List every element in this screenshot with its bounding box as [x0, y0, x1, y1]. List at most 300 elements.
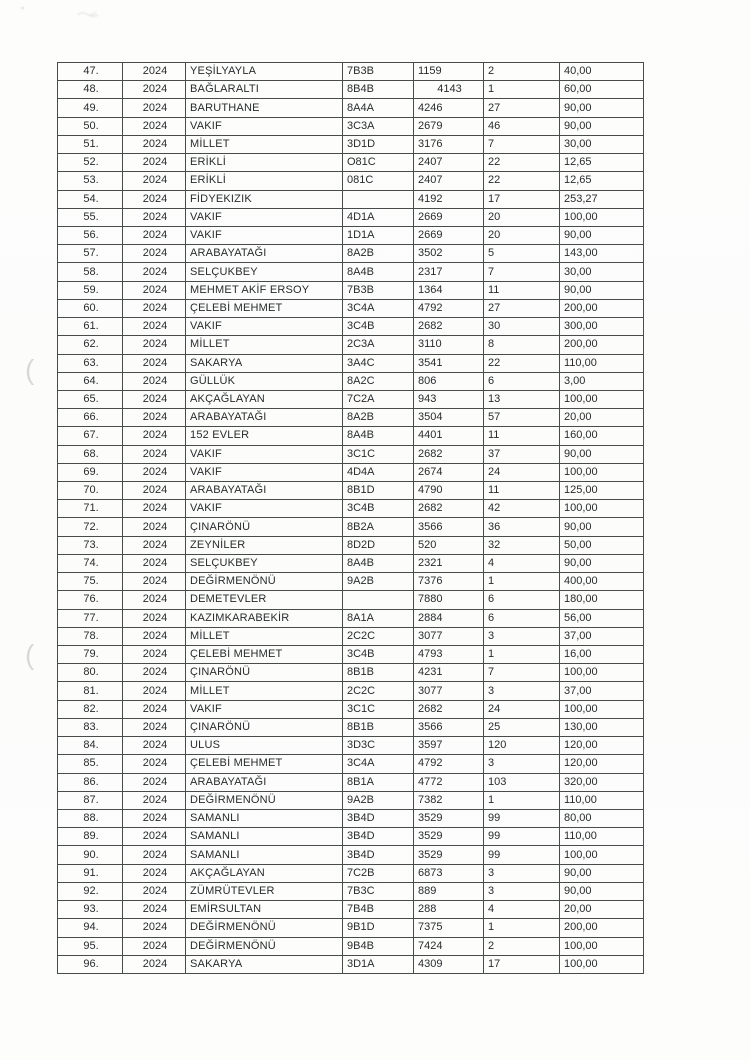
cell-row-number: 61. — [58, 318, 123, 336]
cell-year: 2024 — [123, 500, 186, 518]
cell-row-number: 93. — [58, 901, 123, 919]
table-row — [58, 573, 644, 591]
cell-code: 8A4B — [343, 427, 414, 445]
cell-row-number: 49. — [58, 99, 123, 117]
cell-year: 2024 — [123, 573, 186, 591]
cell-record-number: 3077 — [414, 627, 484, 645]
table-row — [58, 846, 644, 864]
scan-smudge-squiggle — [76, 9, 102, 19]
cell-code: 3D3C — [343, 737, 414, 755]
cell-year: 2024 — [123, 372, 186, 390]
cell-count: 7 — [484, 263, 560, 281]
table-row — [58, 263, 644, 281]
table-row — [58, 646, 644, 664]
cell-code: 3B4D — [343, 809, 414, 827]
cell-amount: 37,00 — [560, 682, 644, 700]
cell-neighborhood: ARABAYATAĞI — [186, 409, 343, 427]
records-table — [57, 62, 644, 974]
cell-record-number: 6873 — [414, 864, 484, 882]
cell-record-number: 2674 — [414, 463, 484, 481]
cell-amount: 90,00 — [560, 99, 644, 117]
cell-code: 3C1C — [343, 700, 414, 718]
cell-code: 3A4C — [343, 354, 414, 372]
cell-record-number: 2317 — [414, 263, 484, 281]
cell-amount: 100,00 — [560, 390, 644, 408]
cell-amount: 60,00 — [560, 81, 644, 99]
cell-amount: 100,00 — [560, 955, 644, 973]
cell-amount: 37,00 — [560, 627, 644, 645]
cell-row-number: 82. — [58, 700, 123, 718]
cell-year: 2024 — [123, 336, 186, 354]
cell-neighborhood: DEĞİRMENÖNÜ — [186, 919, 343, 937]
cell-year: 2024 — [123, 536, 186, 554]
cell-count: 4 — [484, 554, 560, 572]
cell-code: 7C2B — [343, 864, 414, 882]
table-row — [58, 427, 644, 445]
cell-code — [343, 591, 414, 609]
cell-record-number: 7880 — [414, 591, 484, 609]
cell-record-number: 4192 — [414, 190, 484, 208]
cell-year: 2024 — [123, 901, 186, 919]
cell-count: 99 — [484, 846, 560, 864]
cell-neighborhood: VAKIF — [186, 117, 343, 135]
cell-record-number: 7376 — [414, 573, 484, 591]
cell-year: 2024 — [123, 718, 186, 736]
cell-neighborhood: DEĞİRMENÖNÜ — [186, 791, 343, 809]
cell-record-number: 3529 — [414, 846, 484, 864]
cell-row-number: 86. — [58, 773, 123, 791]
cell-count: 3 — [484, 627, 560, 645]
cell-neighborhood: ZEYNİLER — [186, 536, 343, 554]
cell-neighborhood: VAKIF — [186, 445, 343, 463]
cell-code: 7B4B — [343, 901, 414, 919]
cell-count: 103 — [484, 773, 560, 791]
cell-amount: 100,00 — [560, 937, 644, 955]
table-row — [58, 791, 644, 809]
cell-neighborhood: BAĞLARALTI — [186, 81, 343, 99]
cell-code: 8A2C — [343, 372, 414, 390]
table-row — [58, 190, 644, 208]
cell-record-number: 2682 — [414, 318, 484, 336]
cell-code: 7B3B — [343, 281, 414, 299]
cell-year: 2024 — [123, 737, 186, 755]
cell-year: 2024 — [123, 682, 186, 700]
cell-amount: 100,00 — [560, 846, 644, 864]
cell-record-number: 4790 — [414, 482, 484, 500]
cell-count: 3 — [484, 682, 560, 700]
cell-record-number: 806 — [414, 372, 484, 390]
cell-row-number: 84. — [58, 737, 123, 755]
cell-year: 2024 — [123, 99, 186, 117]
cell-neighborhood: ÇINARÖNÜ — [186, 518, 343, 536]
cell-code: 3C4A — [343, 755, 414, 773]
cell-year: 2024 — [123, 135, 186, 153]
cell-amount: 90,00 — [560, 281, 644, 299]
table-row — [58, 809, 644, 827]
cell-neighborhood: AKÇAĞLAYAN — [186, 864, 343, 882]
table-row — [58, 882, 644, 900]
cell-year: 2024 — [123, 263, 186, 281]
table-row — [58, 99, 644, 117]
cell-count: 22 — [484, 154, 560, 172]
table-row — [58, 682, 644, 700]
cell-count: 1 — [484, 791, 560, 809]
table-row — [58, 937, 644, 955]
cell-amount: 30,00 — [560, 263, 644, 281]
cell-year: 2024 — [123, 445, 186, 463]
cell-neighborhood: ARABAYATAĞI — [186, 245, 343, 263]
table-row — [58, 627, 644, 645]
cell-row-number: 78. — [58, 627, 123, 645]
cell-count: 6 — [484, 372, 560, 390]
cell-row-number: 57. — [58, 245, 123, 263]
cell-row-number: 70. — [58, 482, 123, 500]
cell-count: 3 — [484, 864, 560, 882]
cell-year: 2024 — [123, 937, 186, 955]
cell-code: 3C4A — [343, 299, 414, 317]
cell-record-number: 4401 — [414, 427, 484, 445]
cell-row-number: 71. — [58, 500, 123, 518]
cell-amount: 56,00 — [560, 609, 644, 627]
cell-count: 25 — [484, 718, 560, 736]
cell-neighborhood: SAMANLI — [186, 846, 343, 864]
cell-count: 27 — [484, 99, 560, 117]
cell-record-number: 1364 — [414, 281, 484, 299]
table-row — [58, 81, 644, 99]
cell-neighborhood: EMİRSULTAN — [186, 901, 343, 919]
cell-amount: 253,27 — [560, 190, 644, 208]
cell-year: 2024 — [123, 63, 186, 81]
records-table-body — [58, 63, 644, 974]
cell-year: 2024 — [123, 518, 186, 536]
cell-neighborhood: ARABAYATAĞI — [186, 482, 343, 500]
cell-year: 2024 — [123, 482, 186, 500]
cell-row-number: 62. — [58, 336, 123, 354]
cell-year: 2024 — [123, 409, 186, 427]
table-row — [58, 154, 644, 172]
cell-code: 081C — [343, 172, 414, 190]
cell-amount: 20,00 — [560, 901, 644, 919]
cell-count: 11 — [484, 482, 560, 500]
cell-row-number: 60. — [58, 299, 123, 317]
cell-row-number: 92. — [58, 882, 123, 900]
cell-neighborhood: ÇELEBİ MEHMET — [186, 755, 343, 773]
cell-amount: 400,00 — [560, 573, 644, 591]
table-row — [58, 518, 644, 536]
cell-record-number: 520 — [414, 536, 484, 554]
cell-record-number: 2682 — [414, 700, 484, 718]
cell-neighborhood: GÜLLÜK — [186, 372, 343, 390]
cell-neighborhood: VAKIF — [186, 318, 343, 336]
smudge-stroke-icon — [76, 9, 102, 19]
cell-neighborhood: DEĞİRMENÖNÜ — [186, 573, 343, 591]
cell-record-number: 3541 — [414, 354, 484, 372]
cell-neighborhood: MİLLET — [186, 627, 343, 645]
cell-neighborhood: ERİKLİ — [186, 172, 343, 190]
cell-code: 7C2A — [343, 390, 414, 408]
cell-neighborhood: SAMANLI — [186, 828, 343, 846]
cell-neighborhood: MİLLET — [186, 336, 343, 354]
cell-year: 2024 — [123, 755, 186, 773]
cell-record-number: 288 — [414, 901, 484, 919]
cell-row-number: 47. — [58, 63, 123, 81]
cell-record-number: 3504 — [414, 409, 484, 427]
cell-neighborhood: ULUS — [186, 737, 343, 755]
cell-code: 3C4B — [343, 318, 414, 336]
cell-neighborhood: AKÇAĞLAYAN — [186, 390, 343, 408]
cell-row-number: 88. — [58, 809, 123, 827]
cell-year: 2024 — [123, 809, 186, 827]
table-row — [58, 463, 644, 481]
cell-record-number: 2669 — [414, 208, 484, 226]
cell-count: 20 — [484, 226, 560, 244]
cell-amount: 3,00 — [560, 372, 644, 390]
cell-neighborhood: MİLLET — [186, 135, 343, 153]
cell-row-number: 74. — [58, 554, 123, 572]
cell-record-number: 1159 — [414, 63, 484, 81]
cell-neighborhood: SAMANLI — [186, 809, 343, 827]
cell-neighborhood: VAKIF — [186, 500, 343, 518]
table-row — [58, 299, 644, 317]
cell-count: 37 — [484, 445, 560, 463]
cell-year: 2024 — [123, 226, 186, 244]
cell-record-number: 7375 — [414, 919, 484, 937]
cell-amount: 50,00 — [560, 536, 644, 554]
cell-amount: 110,00 — [560, 791, 644, 809]
cell-record-number: 4246 — [414, 99, 484, 117]
cell-record-number: 2884 — [414, 609, 484, 627]
cell-count: 1 — [484, 81, 560, 99]
cell-neighborhood: VAKIF — [186, 463, 343, 481]
cell-neighborhood: DEĞİRMENÖNÜ — [186, 937, 343, 955]
cell-neighborhood: YEŞİLYAYLA — [186, 63, 343, 81]
cell-code: 3B4D — [343, 846, 414, 864]
table-row — [58, 281, 644, 299]
cell-record-number: 3529 — [414, 809, 484, 827]
table-row — [58, 664, 644, 682]
cell-record-number: 2407 — [414, 154, 484, 172]
cell-code: 8D2D — [343, 536, 414, 554]
cell-code: 2C2C — [343, 627, 414, 645]
cell-amount: 30,00 — [560, 135, 644, 153]
cell-record-number: 2682 — [414, 445, 484, 463]
cell-record-number: 4792 — [414, 299, 484, 317]
cell-record-number: 4143 — [414, 81, 484, 99]
cell-row-number: 63. — [58, 354, 123, 372]
cell-count: 8 — [484, 336, 560, 354]
cell-neighborhood: ÇELEBİ MEHMET — [186, 646, 343, 664]
table-row — [58, 718, 644, 736]
table-row — [58, 208, 644, 226]
cell-amount: 125,00 — [560, 482, 644, 500]
cell-amount: 90,00 — [560, 226, 644, 244]
cell-record-number: 3566 — [414, 518, 484, 536]
cell-year: 2024 — [123, 664, 186, 682]
cell-code: 8A2B — [343, 245, 414, 263]
cell-amount: 90,00 — [560, 117, 644, 135]
cell-row-number: 55. — [58, 208, 123, 226]
cell-code: 8A4A — [343, 99, 414, 117]
cell-code: 3C4B — [343, 646, 414, 664]
table-row — [58, 755, 644, 773]
scan-smudge-dot — [21, 7, 24, 9]
cell-count: 2 — [484, 63, 560, 81]
table-row — [58, 737, 644, 755]
cell-record-number: 3502 — [414, 245, 484, 263]
cell-row-number: 80. — [58, 664, 123, 682]
cell-count: 22 — [484, 354, 560, 372]
table-row — [58, 409, 644, 427]
cell-year: 2024 — [123, 955, 186, 973]
cell-row-number: 72. — [58, 518, 123, 536]
cell-row-number: 58. — [58, 263, 123, 281]
cell-amount: 100,00 — [560, 463, 644, 481]
cell-code: 2C2C — [343, 682, 414, 700]
cell-row-number: 83. — [58, 718, 123, 736]
cell-count: 99 — [484, 828, 560, 846]
cell-neighborhood: ERİKLİ — [186, 154, 343, 172]
table-row — [58, 609, 644, 627]
cell-record-number: 7424 — [414, 937, 484, 955]
cell-record-number: 4231 — [414, 664, 484, 682]
cell-neighborhood: MEHMET AKİF ERSOY — [186, 281, 343, 299]
cell-row-number: 73. — [58, 536, 123, 554]
cell-row-number: 87. — [58, 791, 123, 809]
cell-year: 2024 — [123, 427, 186, 445]
cell-amount: 100,00 — [560, 500, 644, 518]
cell-row-number: 52. — [58, 154, 123, 172]
cell-count: 5 — [484, 245, 560, 263]
cell-count: 36 — [484, 518, 560, 536]
cell-amount: 320,00 — [560, 773, 644, 791]
cell-year: 2024 — [123, 208, 186, 226]
table-row — [58, 245, 644, 263]
cell-count: 6 — [484, 591, 560, 609]
cell-row-number: 79. — [58, 646, 123, 664]
cell-count: 3 — [484, 882, 560, 900]
cell-code — [343, 190, 414, 208]
scan-artifact-parenthesis: ( — [25, 354, 35, 385]
cell-row-number: 75. — [58, 573, 123, 591]
cell-row-number: 69. — [58, 463, 123, 481]
table-row — [58, 135, 644, 153]
cell-year: 2024 — [123, 646, 186, 664]
cell-record-number: 2669 — [414, 226, 484, 244]
cell-year: 2024 — [123, 591, 186, 609]
cell-code: 3B4D — [343, 828, 414, 846]
cell-count: 4 — [484, 901, 560, 919]
cell-amount: 90,00 — [560, 864, 644, 882]
cell-count: 11 — [484, 427, 560, 445]
cell-amount: 100,00 — [560, 208, 644, 226]
cell-amount: 110,00 — [560, 354, 644, 372]
cell-code: 2C3A — [343, 336, 414, 354]
cell-record-number: 3176 — [414, 135, 484, 153]
table-row — [58, 354, 644, 372]
cell-amount: 90,00 — [560, 554, 644, 572]
cell-count: 46 — [484, 117, 560, 135]
cell-count: 7 — [484, 664, 560, 682]
cell-code: 3D1A — [343, 955, 414, 973]
table-row — [58, 901, 644, 919]
cell-count: 99 — [484, 809, 560, 827]
cell-code: 3C4B — [343, 500, 414, 518]
cell-count: 17 — [484, 955, 560, 973]
cell-row-number: 66. — [58, 409, 123, 427]
cell-record-number: 943 — [414, 390, 484, 408]
cell-row-number: 68. — [58, 445, 123, 463]
cell-row-number: 85. — [58, 755, 123, 773]
cell-amount: 100,00 — [560, 700, 644, 718]
cell-amount: 160,00 — [560, 427, 644, 445]
cell-count: 17 — [484, 190, 560, 208]
cell-neighborhood: SELÇUKBEY — [186, 263, 343, 281]
cell-row-number: 67. — [58, 427, 123, 445]
cell-code: 9A2B — [343, 791, 414, 809]
cell-code: 3D1D — [343, 135, 414, 153]
cell-year: 2024 — [123, 882, 186, 900]
table-row — [58, 536, 644, 554]
cell-amount: 90,00 — [560, 882, 644, 900]
cell-code: 7B3C — [343, 882, 414, 900]
cell-count: 24 — [484, 463, 560, 481]
cell-neighborhood: ÇINARÖNÜ — [186, 664, 343, 682]
cell-amount: 16,00 — [560, 646, 644, 664]
cell-record-number: 3529 — [414, 828, 484, 846]
cell-row-number: 51. — [58, 135, 123, 153]
cell-code: 4D4A — [343, 463, 414, 481]
cell-row-number: 77. — [58, 609, 123, 627]
cell-count: 20 — [484, 208, 560, 226]
cell-year: 2024 — [123, 81, 186, 99]
cell-code: 8B4B — [343, 81, 414, 99]
cell-amount: 80,00 — [560, 809, 644, 827]
cell-neighborhood: MİLLET — [186, 682, 343, 700]
cell-year: 2024 — [123, 117, 186, 135]
cell-record-number: 4793 — [414, 646, 484, 664]
cell-record-number: 2321 — [414, 554, 484, 572]
cell-row-number: 65. — [58, 390, 123, 408]
cell-row-number: 76. — [58, 591, 123, 609]
cell-amount: 120,00 — [560, 737, 644, 755]
table-row — [58, 172, 644, 190]
cell-record-number: 4772 — [414, 773, 484, 791]
table-row — [58, 919, 644, 937]
cell-amount: 12,65 — [560, 172, 644, 190]
cell-amount: 120,00 — [560, 755, 644, 773]
cell-neighborhood: VAKIF — [186, 700, 343, 718]
cell-code: 8B1B — [343, 664, 414, 682]
table-row — [58, 318, 644, 336]
table-row — [58, 864, 644, 882]
cell-row-number: 56. — [58, 226, 123, 244]
cell-neighborhood: FİDYEKIZIK — [186, 190, 343, 208]
cell-amount: 110,00 — [560, 828, 644, 846]
cell-neighborhood: 152 EVLER — [186, 427, 343, 445]
cell-year: 2024 — [123, 846, 186, 864]
table-row — [58, 336, 644, 354]
cell-amount: 90,00 — [560, 518, 644, 536]
cell-year: 2024 — [123, 609, 186, 627]
table-row — [58, 445, 644, 463]
cell-amount: 180,00 — [560, 591, 644, 609]
cell-amount: 12,65 — [560, 154, 644, 172]
cell-code: 3C1C — [343, 445, 414, 463]
cell-neighborhood: SELÇUKBEY — [186, 554, 343, 572]
cell-row-number: 95. — [58, 937, 123, 955]
cell-code: 8B1D — [343, 482, 414, 500]
cell-code: 8A1A — [343, 609, 414, 627]
